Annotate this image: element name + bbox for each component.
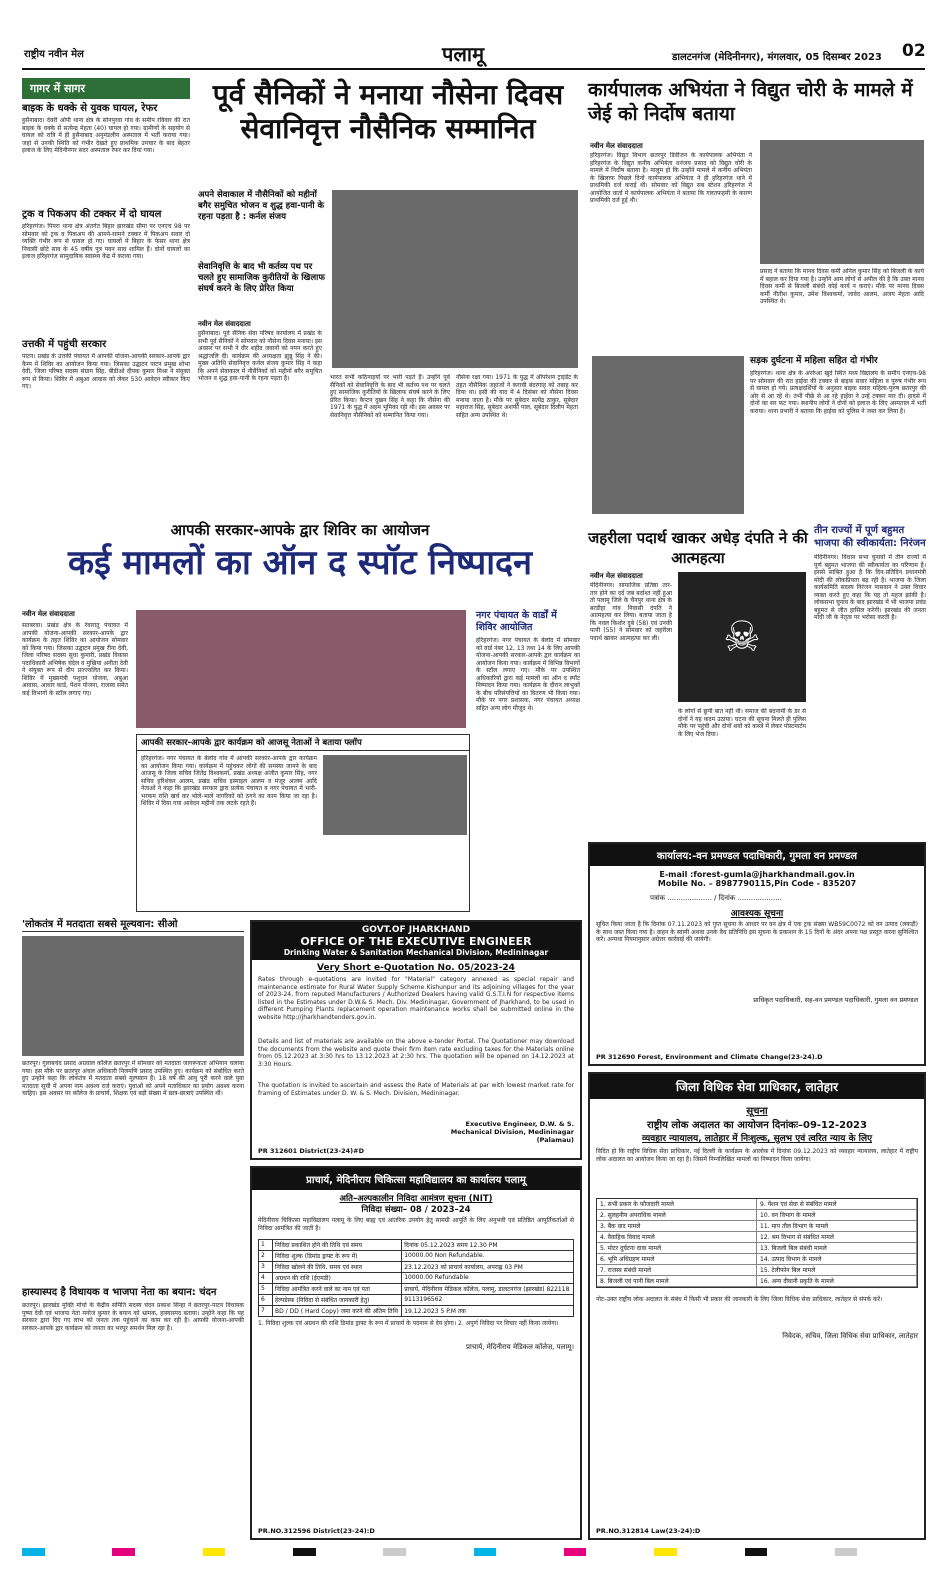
byline: नवीन मेल संवाददाता [22, 610, 75, 618]
color-swatch [903, 1548, 926, 1556]
case-item: 10. वन विभाग के मामले [757, 1210, 917, 1221]
story-body: छतरपुर। झारखंड मुक्ति मोर्चा के केंद्रीय समिति सदस्य चंदन प्रकाश सिन्हा ने छतरपुर-पाटन विधायक पुष्पा देवी एवं भाजपा नेता मनोज कुमार के बयान को भ्रामक, हास्यास्पद बताया। उन्होंने कहा कि यह सरकार द्वारा दिए गए लाभ को जनता तक पहुंचाने का काम कर रही है। आपकी योजना-आपकी सरकार-आपके द्वार कार्यक्रम को जनता का भरपूर समर्थन मिल रहा है। [22, 1302, 244, 1332]
notice-footer: PR 312690 Forest, Environment and Climate Change(23-24).D [596, 1053, 823, 1061]
table-cell: प्राचार्य, मेदिनीराय मेडिकल कॉलेज, पलामू, डालटनगंज (झारखंड) 822118 [402, 1284, 574, 1295]
byline: नवीन मेल संवाददाता [198, 320, 251, 328]
byline: नवीन मेल संवाददाता [590, 142, 643, 150]
story-photo [760, 140, 924, 264]
story-body: मेदिनीनगर। सामाजिक प्रतिष्ठा तार-तार होने का दर्द जब बर्दाश्त नहीं हुआ तो पलामू जिले के चैनपुर थाना क्षेत्र के बरडीहा गांव निवासी दंपति ने आत्महत्या कर लिया। बताया जाता है कि नवल किशोर दुबे (58) एवं उनकी पत्नी (55) ने सोमवार को जहरीला पदार्थ खाकर आत्महत्या कर ली। [590, 582, 672, 642]
table-cell: निविदा आमंत्रित करने वाले का नाम एवं पता [273, 1284, 402, 1295]
notice-line: राष्ट्रीय लोक अदालत का आयोजन दिनांकः–09-12-2023 [647, 1120, 867, 1131]
lead-story [196, 78, 580, 518]
tender-notice [250, 920, 582, 1160]
color-swatch [632, 1548, 655, 1556]
notice-sign: निवेदक, सचिव, जिला विधिक सेवा प्राधिकार, लातेहार [782, 1332, 918, 1340]
tender-office: OFFICE OF THE EXECUTIVE ENGINEER [252, 935, 580, 948]
story-photo [22, 936, 244, 1056]
notice-contact: Mobile No. – 8987790115,Pin Code - 835207 [657, 879, 857, 888]
color-swatch [541, 1548, 564, 1556]
tender-division: Drinking Water & Sanitation Mechanical Division, Medininagar [252, 948, 580, 960]
notice-note: 1. निविदा शुल्क एवं अग्रधन की राशि डिमांड ड्राफ्ट के रूप में प्राचार्य के पदनाम से देय होगा। 2. अपूर्ण निविदा पर विचार नहीं किया जायेगा। [258, 1320, 559, 1327]
color-swatch [519, 1548, 542, 1556]
color-swatch [90, 1548, 113, 1556]
story-body: प्रसाद ने बताया कि मानव दिवस कर्मी अनिल कुमार सिंह को बिजली के कार्य में बहाल कर दिया गया है। उन्होंने आम लोगों से अपील की है कि उक्त मानव दिवस कर्मी से बिजली संबंधी कोई कार्य न कराएं। मौके पर मानव दिवस कर्मी नीतीश कुमार, उमेश विश्वकर्मा, जावेद आलम, अजय मेहता आदि उपस्थित थे। [760, 268, 924, 305]
tender-sign: Executive Engineer, D.W. & S. Mechanical Division, Medininagar (Palamau) [450, 1120, 574, 1144]
table-cell: 5 [259, 1284, 273, 1295]
table-row [259, 1306, 574, 1317]
case-item: 16. अन्य दीवानी प्रकृति के मामले [757, 1276, 917, 1287]
table-cell: निविदा प्रकाशित होने की तिथि एवं समय [273, 1240, 402, 1251]
skull-poison-icon: ☠ [678, 572, 806, 702]
tender-body: Details and list of materials are available on the above e-tender Portal. The Quotationer may download the documents from the website and quote their firm item rate excluding taxes for the Materials online from 05.12.2023 at 3:30 hrs to 13.12.2023 at 2:30 hrs. The quotation will be opened on 14.12.2023 at 3:30 Hours. [258, 1038, 574, 1068]
color-swatch [135, 1548, 158, 1556]
theft-story [588, 78, 926, 350]
notice-subtitle: सूचना [746, 1106, 768, 1117]
color-swatch [383, 1548, 406, 1556]
color-swatch [564, 1548, 587, 1556]
color-swatch [496, 1548, 519, 1556]
notice-body: विदित हो कि राष्ट्रीय विधिक सेवा प्राधिकार, नई दिल्ली के कार्यक्रम के आलोक में दिनांक 09.12.2023 को व्यवहार न्यायालय, लातेहार में राष्ट्रीय लोक अदालत का आयोजन किया जा रहा है। जिसमें निम्नलिखित मामलों का निष्पादन किया जायेगा। [596, 1148, 918, 1163]
table-cell: 3 [259, 1262, 273, 1273]
camp-header [22, 520, 578, 604]
notice-title: कार्यालय:-वन प्रमण्डल पदाधिकारी, गुमला वन प्रमण्डल [590, 844, 924, 866]
notice-subtitle: अति–अल्पकालीन निविदा आमंत्रण सूचना (NIT) [339, 1194, 493, 1204]
dateline: डालटनगंज (मेदिनीनगर), मंगलवार, 05 दिसम्बर 2023 [672, 52, 882, 63]
case-item: 5. मोटर दुर्घटना दावा मामले [597, 1243, 757, 1254]
color-swatch [722, 1548, 745, 1556]
camp-story [22, 610, 128, 910]
color-swatch [767, 1548, 790, 1556]
kicker: आपकी सरकार-आपके द्वार शिविर का आयोजन [170, 521, 430, 539]
story-body: हुसैनाबाद। देवरी ओपी थाना क्षेत्र के सोनपुरवा गांव के समीप रविवार की रात बाइक के धक्के से सत्येन्द्र मेहता (40) घायल हो गया। ग्रामीणों के सहयोग से घायल को रात्रि में ही हुसैनाबाद अनुमंडलीय अस्पताल में भर्ती कराया गया। जहां से उनकी स्थिति को गंभीर देखते हुए प्राथमिक उपचार के बाद बेहतर इलाज के लिए मेदिनीनगर सदर अस्पताल रेफर कर दिया गया। [22, 117, 190, 154]
table-row [259, 1284, 574, 1295]
color-swatch [406, 1548, 429, 1556]
table-cell: 19.12.2023 5 P.M तक [402, 1306, 574, 1317]
left-column [22, 78, 190, 516]
color-swatch [157, 1548, 180, 1556]
color-swatch [248, 1548, 271, 1556]
color-swatch [857, 1548, 880, 1556]
voter-story [22, 918, 244, 1540]
story-body: भारत सभी कठिनाइयों पर भारी पड़ते हैं। उन्होंने पूर्व सैनिकों को सेवानिवृत्ति के बाद भी कर्तव्य पथ पर चलते हुए सामाजिक कुरीतियों के खिलाफ संघर्ष करने के लिए प्रेरित किया। कैप्टन दुखन सिंह ने कहा कि नौसेना की 1971 के युद्ध में अहम भूमिका रही थी। इस अवसर पर सेवानिवृत्त नौसैनिकों को सम्मानित किया गया। [330, 374, 450, 419]
story-photo [323, 755, 467, 835]
table-cell: BD / DD ( Hard Copy) जमा करने की अंतिम तिथि [273, 1306, 402, 1317]
story-headline: बाइक के धक्के से युवक घायल, रेफर [22, 103, 158, 114]
camp-headline: कई मामलों का ऑन द स्पॉट निष्पादन [68, 543, 532, 583]
lead-photo [332, 190, 578, 368]
table-row [259, 1273, 574, 1284]
forest-notice [588, 842, 926, 1066]
story-body: हरिहरगंज। थाना क्षेत्र के अरर्रुआ खुर्द स्थित मध्य विद्यालय के समीप एनएच-98 पर सोमवार की रात हाईवा की टक्कर से बाइक सवार महिला व पुरुष गंभीर रूप से घायल हो गये। प्रत्यक्षदर्शियों के अनुसार बाइक सवार महिला-पुरुष छतरपुर की ओर से आ रहे थे। तभी पीछे से आ रहे हाईवा ने उन्हें टक्कर मार दी। हादसे में दोनों का सर फट गया। स्थानीय लोगों ने दोनों को इलाज के लिए अस्पताल में भर्ती कराया। थाना प्रभारी ने बताया कि हाईवा को पुलिस ने जब्त कर लिया है। [750, 370, 926, 415]
table-cell: 9113196562 [402, 1295, 574, 1306]
color-swatch [361, 1548, 384, 1556]
notice-title: जिला विधिक सेवा प्राधिकार, लातेहार [590, 1074, 924, 1099]
color-swatch [180, 1548, 203, 1556]
color-swatch [745, 1548, 768, 1556]
color-swatch [699, 1548, 722, 1556]
accident-story [750, 356, 926, 516]
case-item: 12. श्रम विभाग से संबंधित मामले [757, 1232, 917, 1243]
story-headline: आपकी सरकार-आपके द्वार कार्यक्रम को आजसू नेताओं ने बताया फ्लॉप [137, 735, 469, 751]
table-cell: निविदा खोलने की तिथि, समय एवं स्थान [273, 1262, 402, 1273]
table-cell: 6 [259, 1295, 273, 1306]
story-body: हरिहरगंज। पिपरा थाना क्षेत्र अंतर्गत बिहार झारखंड सीमा पर एनएच 98 पर सोमवार को ट्रक व पिकअप की आमने-सामने टक्कर में पिकअप सवार दो व्यक्ति गंभीर रूप से घायल हो गए। घायलों में बिहार के फेसर थाना क्षेत्र निवासी छोटे साव के 45 वर्षीय पुत्र पवन साव शामिल हैं। दोनों घायलों का इलाज हरिहरगंज सामुदायिक स्वास्थ्य केंद्र में कराया गया। [22, 223, 190, 260]
tender-body: The quotation is invited to ascertain and assess the Rate of Materials at par with lowest market rate for framing of Estimates under D. W. & S. Mech. Division, Medininagar. [258, 1082, 574, 1097]
byline: नवीन मेल संवाददाता [590, 572, 643, 580]
story-headline: नगर पंचायत के वार्डों में शिविर आयोजित [476, 610, 557, 633]
table-cell: 10000.00 Non Refundable. [402, 1251, 574, 1262]
table-cell: 7 [259, 1306, 273, 1317]
story-body: सतबरवा। प्रखंड क्षेत्र के रेवारातु पंचायत में आपकी योजना-आपकी सरकार-आपके द्वार कार्यक्रम के तहत शिविर का आयोजन सोमवार को किया गया। जिसका उद्घाटन प्रमुख रीना देवी, जिला परिषद सदस्य सुधा कुमारी, प्रखंड विकास पदाधिकारी अभिषेक चंदेल व मुखिया अनीता देवी ने संयुक्त रूप से दीप प्रज्ज्वलित कर किया। शिविर में मुख्यमंत्री पशुधन योजना, अबुआ आवास, आधार कार्ड, पेंशन योजना, राजस्व समेत कई विभागों के स्टॉल लगाए गए। [22, 622, 128, 697]
color-swatch [112, 1548, 135, 1556]
table-cell: 1 [259, 1240, 273, 1251]
legal-notice [588, 1072, 926, 1540]
story-body: हरिहरगंज। विद्युत विभाग छतरपुर डिवीजन के कार्यपालक अभियंता ने हरिहरगंज के विद्युत कनीय अभियंता धनंजय प्रसाद को विद्युत चोरी के मामले में निर्दोष बताया है। मालूम हो कि उन्होंने मामले में कनीय अभियंता के खिलाफ पिछले दिनों कार्यपालक अभियंता ने ही हरिहरगंज थाने में प्राथमिकी दर्ज कराई थी। सोमवार को विद्युत सब स्टेशन हरिहरगंज में आयोजित वार्ता में कार्यपालक अभियंता ने बताया कि गलतफहमी के कारण प्राथमिकी दर्ज हुई थी। [590, 152, 752, 204]
case-item: 7. राजस्व संबंधी मामले [597, 1265, 757, 1276]
table-row [259, 1262, 574, 1273]
color-swatch [225, 1548, 248, 1556]
story-headline: हास्यास्पद है विधायक व भाजपा नेता का बयान: चंदन [22, 1287, 217, 1298]
pull-quote: अपने सेवाकाल में नौसैनिकों को महीनों बगैर समुचित भोजन व शुद्ध हवा-पानी के रहना पड़ता है : कर्नल संजय [198, 190, 325, 222]
ward-story [476, 610, 580, 910]
case-list [596, 1198, 918, 1288]
color-swatch [45, 1548, 68, 1556]
newspaper-logo: राष्ट्रीय नवीन मेल [24, 49, 84, 60]
color-swatch [270, 1548, 293, 1556]
table-cell: निविदा शुल्क (डिमांड ड्राफ्ट के रूप में) [273, 1251, 402, 1262]
lead-headline: पूर्व सैनिकों ने मनाया नौसेना दिवस [212, 78, 564, 111]
case-item: 15. टेलीफोन बिल मामले [757, 1265, 917, 1276]
table-row [259, 1295, 574, 1306]
lead-subheadline: सेवानिवृत्त नौसैनिक सम्मानित [240, 112, 536, 145]
section-title: पलामू [442, 42, 485, 66]
nit-notice [250, 1166, 582, 1540]
case-item: 6. भूमि अधिग्रहण मामले [597, 1254, 757, 1265]
color-swatch [451, 1548, 474, 1556]
table-cell: 4 [259, 1273, 273, 1284]
table-row [259, 1251, 574, 1262]
camp-photo [136, 610, 466, 728]
case-item: 4. वैवाहिक विवाद मामले [597, 1232, 757, 1243]
story-headline: ट्रक व पिकअप की टक्कर में दो घायल [22, 209, 162, 220]
ajsu-story [136, 734, 470, 912]
poison-story [588, 528, 808, 838]
color-swatch [22, 1548, 45, 1556]
notice-number: निविदा संख्या– 08 / 2023–24 [361, 1205, 471, 1215]
table-row [259, 1240, 574, 1251]
notice-contact: E-mail :forest-gumla@jharkhandmail.gov.in [659, 870, 855, 879]
notice-title: प्राचार्य, मेदिनीराय चिकित्सा महाविद्यालय का कार्यालय पलामू [252, 1168, 580, 1190]
table-cell: दिनांक 05.12.2023 समय 12.30 PM [402, 1240, 574, 1251]
color-swatch [790, 1548, 813, 1556]
notice-ref: पत्रांक .................... / दिनांक .................... [650, 894, 782, 902]
story-headline: कार्यपालक अभियंता ने विद्युत चोरी के मामले में जेई को निर्दोष बताया [588, 79, 913, 125]
nit-table [258, 1239, 574, 1317]
tender-govt: GOVT.OF JHARKHAND [252, 922, 580, 935]
masthead [22, 36, 925, 70]
notice-body: मेदिनीराय चिकित्सा महाविद्यालय पलामू के लिए बाह्य एवं आंतरिक उपयोग हेतु सामग्री आपूर्ति के लिए अनुभवी एवं प्रतिष्ठित आपूर्तिकर्ताओं से निविदा आमंत्रित की जाती है। [258, 1217, 574, 1232]
table-cell: 23.12.2023 को प्राचार्य कार्यालय, अपराह्न 03 PM [402, 1262, 574, 1273]
color-swatch [203, 1548, 226, 1556]
color-swatch [812, 1548, 835, 1556]
notice-subtitle: आवश्यक सूचना [730, 909, 784, 919]
case-item: 14. उत्पाद विभाग के मामले [757, 1254, 917, 1265]
story-body: के लोगों से छुपी बात नहीं थी। समाज की बदनामी के डर से दोनों ने यह कदम उठाया। घटना की सूचना मिलते ही पुलिस मौके पर पहुंची और दोनों शवों को कब्जे में लेकर पोस्टमार्टम के लिए भेज दिया। [678, 708, 806, 738]
notice-footer: PR.NO.312596 District(23-24):D [258, 1527, 375, 1535]
story-body: मेदिनीनगर। विधान सभा चुनावों में तीन राज्यों में पूर्ण बहुमत भाजपा की स्वीकार्यता का परिणाम है। इससे साबित हुआ है कि दिन-प्रतिदिन प्रधानमंत्री मोदी की लोकप्रियता बढ़ रही है। भाजपा के जिला कार्यसमिति सदस्य निरंजन पासवान ने उक्त विचार व्यक्त करते हुए कहा कि यह तो महज झांकी है। लोकसभा चुनाव के बाद झारखंड में भी भाजपा प्रचंड बहुमत से जीत हासिल करेगी। झारखंड की जनता मोदी जी के नेतृत्व पर भरोसा करती है। [814, 554, 926, 621]
color-swatch [293, 1548, 316, 1556]
tender-body: Rates through e-quotations are invited for "Material" category annexed as special repair and maintenance estimate for Rural Water Supply Scheme Kishunpur and its adjoining villages for the year of 2023-24, from reputed Manufacturers / Authorized Dealers having valid G.S.T.I.N for respective items listed in the Estimates under D.W.& S. Mech. Div. Medininagar, Government of Jharkhand, to be used in different Pumping Plants replacement operation maintenance works shall be submitted online in the website http://jharkhandtenders.gov.in. [258, 976, 574, 1021]
color-swatch [316, 1548, 339, 1556]
table-cell: हेल्पडेस्क (निविदा से संबंधित जानकारी हेतु) [273, 1295, 402, 1306]
color-swatch [609, 1548, 632, 1556]
case-item: 13. बिजली बिल संबंधी मामले [757, 1243, 917, 1254]
color-swatch [586, 1548, 609, 1556]
color-swatch [474, 1548, 497, 1556]
table-cell: 2 [259, 1251, 273, 1262]
notice-sign: प्राचार्य, मेदिनीराय मेडिकल कॉलेज, पलामू। [466, 1343, 574, 1351]
color-swatch [428, 1548, 451, 1556]
print-color-bar [22, 1548, 925, 1556]
story-body: छतरपुर। गुलाबचंद प्रसाद अग्रवाल कॉलेज छतरपुर में सोमवार को मतदाता जागरूकता अभियान चलाया गया। इस मौके पर छतरपुर अंचल अधिकारी निलमणि प्रसाद उपस्थित हुए। कार्यक्रम को संबोधित करते हुए उन्होंने कहा कि लोकतंत्र में मतदाता सबसे मूल्यवान है। 18 वर्ष की आयु पूरी करने वाले युवा मतदाता सूची में अपना नाम अवश्य दर्ज कराएं। युवाओं को अपने मताधिकार का प्रयोग अवश्य करना चाहिए। इस अवसर पर कॉलेज के प्राचार्य, शिक्षक एवं बड़ी संख्या में छात्र-छात्राएं उपस्थित थीं। [22, 1060, 244, 1097]
case-item: 1. सभी प्रकार के फौजदारी मामले [597, 1199, 757, 1210]
story-body: नौसेना रक्षा गया। 1971 के युद्ध में ऑपरेशन ट्राइडेंट के तहत नौसैनिक जहाजों ने कराची बंदरगाह को तबाह कर दिया था। इसी की याद में 4 दिसंबर को नौसेना दिवस मनाया जाता है। मौके पर सूबेदार सत्येंद्र ठाकुर, सूबेदार महाराज सिंह, सूबेदार अशर्फी पाल, सूबेदार दिलीप मेहता सहित अन्य उपस्थित थे। [456, 374, 578, 419]
story-body: हुसैनाबाद। पूर्व सैनिक सेवा परिषद कार्यालय में प्रखंड के सभी पूर्व सैनिकों ने सोमवार को नौसेना दिवस मनाया। इस अवसर पर सभी ने वीर शहीद जवानों को नमन करते हुए श्रद्धांजलि दी। कार्यक्रम की अध्यक्षता झुन्नू सिंह ने की। मुख्य अतिथि सेवानिवृत्त कर्नल संजय कुमार सिंह ने कहा कि अपने सेवाकाल में नौसैनिकों को महीनों बगैर समुचित भोजन व शुद्ध हवा-पानी के रहना पड़ता है। [198, 330, 322, 382]
notice-body: सूचित किया जाता है कि दिनांक 07.11.2023 को गुप्त सूचना के आधार पर वन क्षेत्र में एक ट्रक संख्या WB59C0072 को वन उत्पाद (लकड़ी) के साथ जब्त किया गया है। वाहन के स्वामी अथवा उनके वैध प्रतिनिधि इस सूचना के प्रकाशन के 15 दिनों के अंदर अपना पक्ष प्रस्तुत करना सुनिश्चित करें। अन्यथा नियमानुसार अग्रेत्तर कार्रवाई की जायेगी। [596, 921, 918, 943]
tender-footer: PR 312601 District(23-24)#D [258, 1147, 364, 1155]
pull-quote: सेवानिवृत्ति के बाद भी कर्तव्य पथ पर चलते हुए सामाजिक कुरीतियों के खिलाफ संघर्ष करने के लिए प्रेरित किया [198, 262, 325, 294]
case-item: 9. पेंशन एवं सेवा से संबंधित मामले [757, 1199, 917, 1210]
bjp-story [814, 524, 926, 838]
color-swatch [677, 1548, 700, 1556]
notice-note: नोट–उक्त राष्ट्रीय लोक अदालत के संबंध में किसी भी प्रकार की जानकारी के लिए जिला विधिक सेवा प्राधिकार, लातेहार से संपर्क करें। [596, 1296, 883, 1303]
story-body: पाटन। प्रखंड के उत्तकी पंचायत में आपकी योजना-आपकी सरकार-आपके द्वार कैम्प में शिविर का आयोजन किया गया। जिसका उद्घाटन पाटन प्रमुख शोभा देवी, जिला परिषद सदस्य संग्राम सिंह, बीडीओ दीपक कुमार मिश्रा ने संयुक्त रूप से किया। शिविर में अबुआ आवास को लेकर 530 आवेदन स्वीकार किए गए। [22, 353, 190, 390]
notice-footer: PR.NO.312814 Law(23-24):D [596, 1527, 701, 1535]
story-headline: 'लोकतंत्र में मतदाता सबसे मूल्यवान: सीओ [22, 918, 244, 932]
notice-sign: प्राधिकृत पदाधिकारी, सह-वन प्रमण्डल पदाधिकारी, गुमला वन प्रमण्डल [753, 996, 918, 1004]
color-swatch [654, 1548, 677, 1556]
story-body: हरिहरगंज। नगर पंचायत के बेलोद गांव में आपकी सरकार-आपके द्वार कार्यक्रम का आयोजन किया गया। कार्यक्रम में पहुंचकर लोगों की समस्या जानने के बाद आजसू के जिला सचिव जितेंद्र विश्वकर्मा, प्रखंड अध्यक्ष अजीत कुमार सिंह, नगर सचिव हरिशंकर आलम, प्रखंड सचिव इस्माइल आलम व मंजूर आलम आदि नेताओं ने कहा कि झारखंड सरकार द्वारा प्रत्येक पंचायत व नगर पंचायत में भारी-भरकम राशि खर्च कर भोले-भाले नागरिकों को ठगने का काम किया जा रहा है। शिविर में दिया गया आवेदन महीनों तक लटके रहते हैं। [141, 755, 317, 807]
notice-line: व्यवहार न्यायालय, लातेहार में निःशुल्क, सुलभ एवं त्वरित न्याय के लिए [641, 1134, 873, 1144]
color-swatch [835, 1548, 858, 1556]
story-headline: उत्तकी में पहुंची सरकार [22, 339, 107, 350]
color-swatch [67, 1548, 90, 1556]
section-badge: गागर में सागर [22, 78, 190, 99]
case-item: 8. बिजली एवं पानी बिल मामले [597, 1276, 757, 1287]
case-item: 2. सुलहनीय अपराधिक मामले [597, 1210, 757, 1221]
story-headline: जहरीला पदार्थ खाकर अधेड़ दंपति ने की आत्महत्या [588, 529, 808, 567]
tender-number: Very Short e-Quotation No. 05/2023-24 [317, 963, 515, 973]
table-cell: अग्रधन की राशि (ईएमडी) [273, 1273, 402, 1284]
page-number: 02 [902, 41, 926, 61]
color-swatch [338, 1548, 361, 1556]
case-item: 3. बैंक वाद मामले [597, 1221, 757, 1232]
story-headline: सड़क दुर्घटना में महिला सहित दो गंभीर [750, 356, 878, 366]
story-body: हरिहरगंज। नगर पंचायत के बेलोद में सोमवार को वार्ड नंबर 12, 13 तथा 14 के लिए आपकी योजना-आपकी सरकार-आपके द्वार कार्यक्रम का आयोजन किया गया। कार्यक्रम में विभिन्न विभागों के स्टॉल लगाए गए। मौके पर उपस्थित अधिकारियों द्वारा कई मामलों का ऑन द स्पॉट निष्पादन किया गया। कार्यक्रम के दौरान लाभुकों के बीच परिसंपत्तियों का वितरण भी किया गया। मौके पर नगर प्रशासक, नगर पंचायत अध्यक्ष सहित अन्य लोग मौजूद थे। [476, 637, 580, 712]
story-headline: तीन राज्यों में पूर्ण बहुमत भाजपा की स्वीकार्यता: निरंजन [814, 525, 926, 549]
accident-photo [592, 356, 744, 514]
case-item: 11. माप तौल विभाग के मामले [757, 1221, 917, 1232]
table-cell: 10000.00 Refundable [402, 1273, 574, 1284]
color-swatch [880, 1548, 903, 1556]
